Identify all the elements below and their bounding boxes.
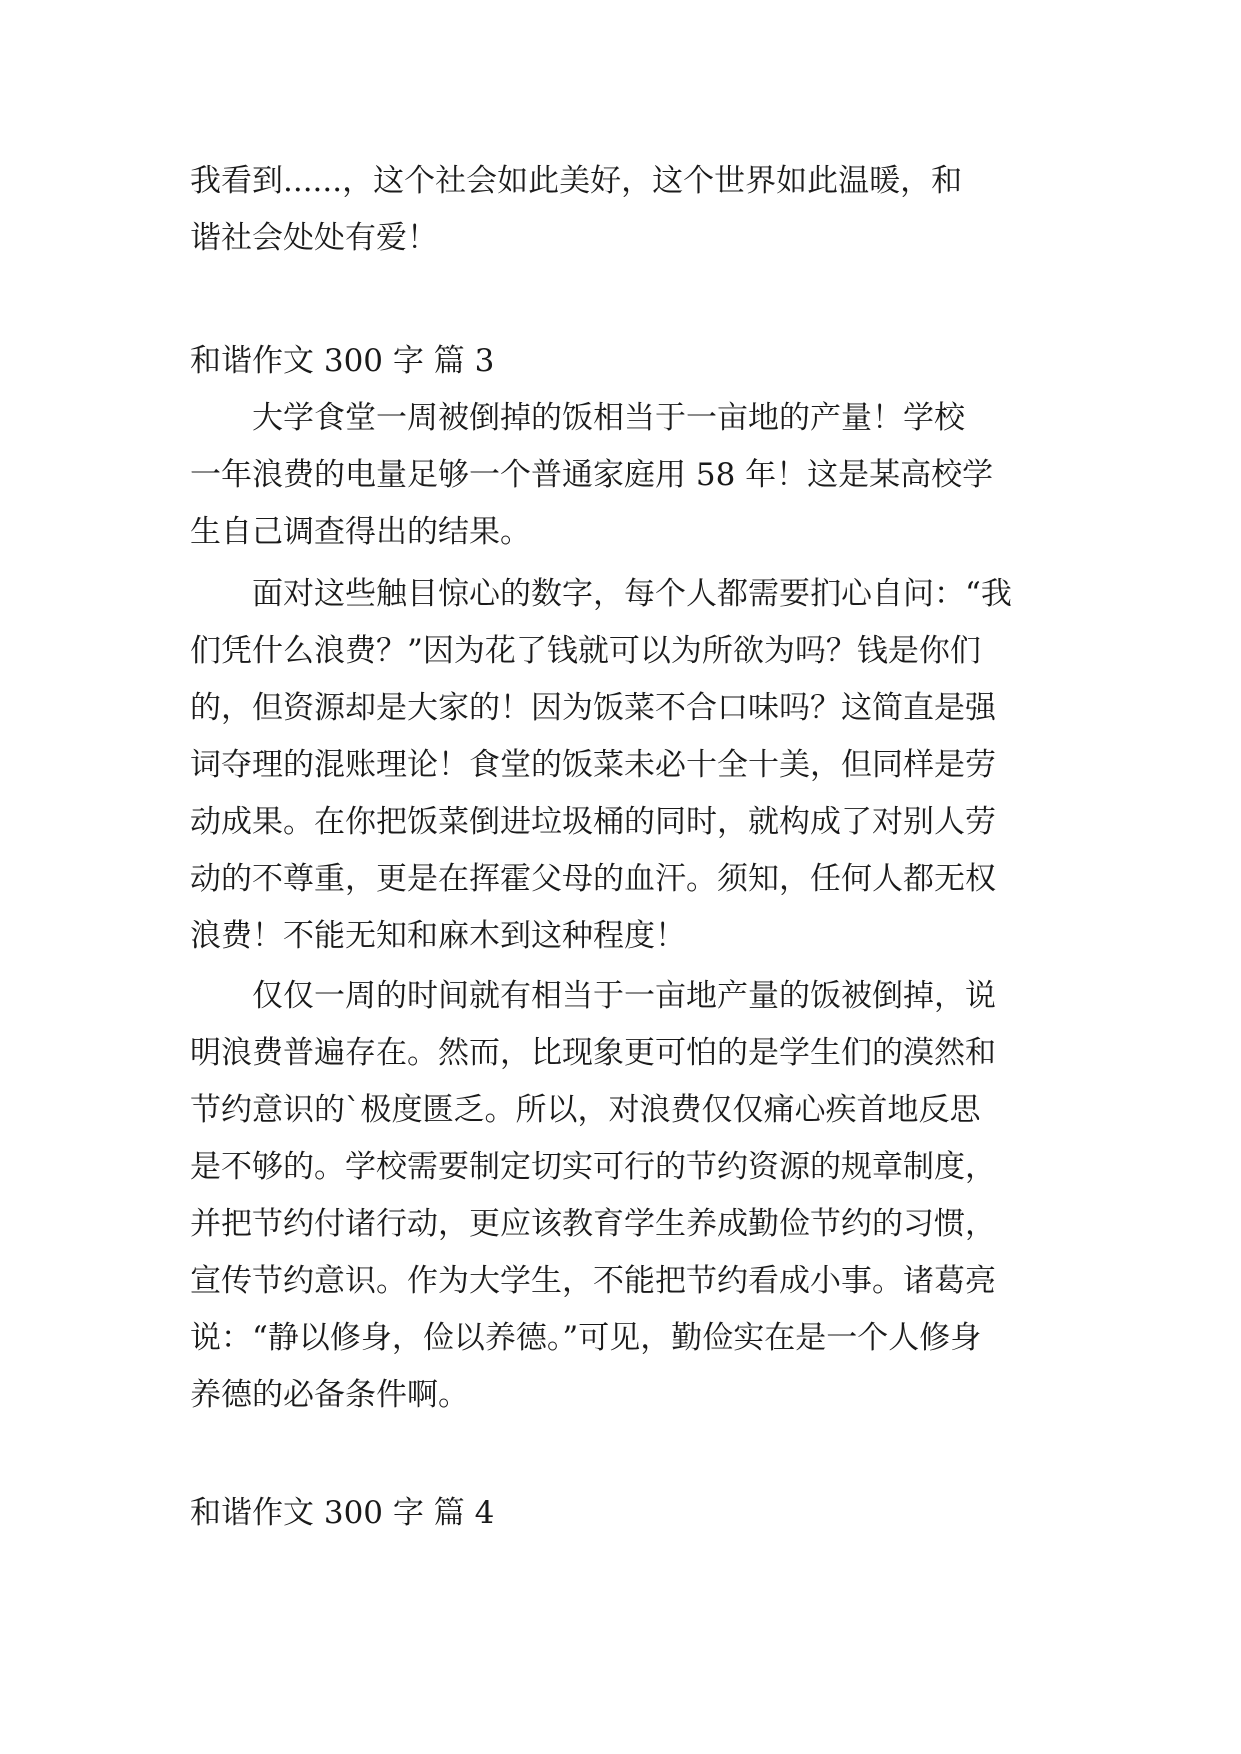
text-line: 养德的必备条件啊。 bbox=[190, 1377, 469, 1413]
text-line: 说：“静以修身，俭以养德。”可见，勤俭实在是一个人修身 bbox=[190, 1320, 982, 1356]
text-line: 一年浪费的电量足够一个普通家庭用 58 年！这是某高校学 bbox=[190, 457, 994, 493]
text-line: 动的不尊重，更是在挥霍父母的血汗。须知，任何人都无权 bbox=[190, 861, 996, 897]
text-line: 动成果。在你把饭菜倒进垃圾桶的同时，就构成了对别人劳 bbox=[190, 804, 996, 840]
section-heading: 和谐作文 300 字 篇 3 bbox=[190, 343, 495, 379]
text-line: 宣传节约意识。作为大学生，不能把节约看成小事。诸葛亮 bbox=[190, 1263, 996, 1299]
text-line: 并把节约付诸行动，更应该教育学生养成勤俭节约的习惯， bbox=[190, 1206, 996, 1242]
text-line: 明浪费普遍存在。然而，比现象更可怕的是学生们的漠然和 bbox=[190, 1035, 996, 1071]
text-line: 是不够的。学校需要制定切实可行的节约资源的规章制度， bbox=[190, 1149, 996, 1185]
text-line: 面对这些触目惊心的数字，每个人都需要扪心自问：“我 bbox=[190, 576, 1012, 612]
text-line: 大学食堂一周被倒掉的饭相当于一亩地的产量！学校 bbox=[190, 400, 965, 436]
text-line: 词夺理的混账理论！食堂的饭菜未必十全十美，但同样是劳 bbox=[190, 747, 996, 783]
section-heading: 和谐作文 300 字 篇 4 bbox=[190, 1495, 495, 1531]
text-line: 仅仅一周的时间就有相当于一亩地产量的饭被倒掉，说 bbox=[190, 978, 996, 1014]
text-line: 浪费！不能无知和麻木到这种程度！ bbox=[190, 918, 686, 954]
text-line: 节约意识的`极度匮乏。所以，对浪费仅仅痛心疾首地反思 bbox=[190, 1092, 981, 1128]
text-line: 的，但资源却是大家的！因为饭菜不合口味吗？这简直是强 bbox=[190, 690, 996, 726]
text-line: 谐社会处处有爱！ bbox=[190, 220, 438, 256]
text-line: 们凭什么浪费？”因为花了钱就可以为所欲为吗？钱是你们 bbox=[190, 633, 981, 669]
text-line: 生自己调查得出的结果。 bbox=[190, 514, 531, 550]
text-line: 我看到......，这个社会如此美好，这个世界如此温暖，和 bbox=[190, 163, 963, 199]
